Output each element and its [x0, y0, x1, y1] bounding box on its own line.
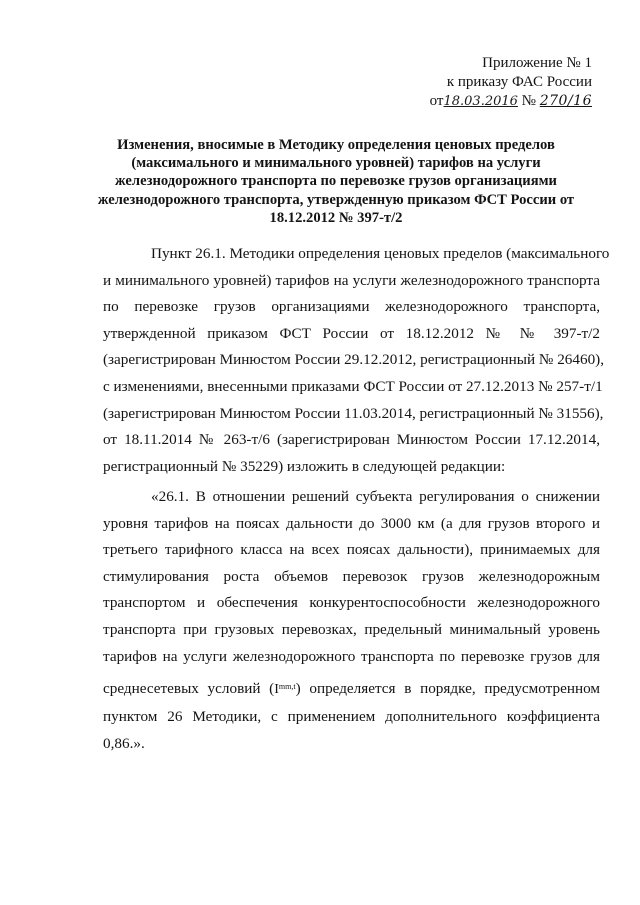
text-line: 0,86.».: [103, 734, 145, 752]
text-line: и минимального уровней) тарифов на услуги железнодорожного транспорта: [103, 271, 600, 289]
handwritten-date: 18.03.2016: [443, 94, 518, 109]
text-line: транспорта при грузовых перевозках, предельный минимальный уровень: [103, 620, 600, 638]
annex-order-ref: к приказу ФАС России: [446, 74, 592, 90]
text-line: пунктом 26 Методики, с применением дополнительного коэффициента: [103, 708, 600, 726]
formula-trail-text: ) определяется в порядке, предусмотренном: [295, 680, 600, 698]
paragraph-2: [103, 484, 600, 757]
title-line: 18.12.2012 № 397-т/2: [269, 209, 403, 226]
handwritten-number: 270/16: [539, 93, 592, 109]
formula-main: I: [274, 682, 279, 698]
document-title: [70, 136, 602, 227]
text-line: тарифов на услуги железнодорожного транспорта по перевозке грузов для: [103, 647, 600, 665]
text-line: уровня тарифов на поясах дальности до 3000 км (а для грузов второго и: [103, 514, 600, 532]
text-line: по перевозке грузов организациями железнодорожного транспорта,: [103, 298, 600, 316]
paragraph-1: [103, 241, 610, 480]
formula-lead-text: среднесетевых условий (: [103, 680, 275, 698]
text-line: Пункт 26.1. Методики определения ценовых пределов (максимального: [151, 245, 610, 262]
title-line: железнодорожного транспорта по перевозке грузов организациями: [115, 173, 557, 190]
text-line-with-formula: [103, 670, 600, 704]
formula-subscript: mm,t: [278, 682, 296, 692]
title-line: Изменения, вносимые в Методику определения ценовых пределов: [117, 137, 555, 153]
text-line: транспортом и обеспечения конкурентоспособности железнодорожного: [103, 594, 600, 612]
text-line: с изменениями, внесенными приказами ФСТ России от 27.12.2013 № 257-т/1: [103, 377, 603, 395]
formula-symbol: [274, 670, 295, 707]
date-prefix: от: [429, 93, 444, 109]
annex-header: [430, 54, 592, 111]
title-line: (максимального и минимального уровней) тарифов на услуги: [131, 155, 541, 172]
text-line: утвержденной приказом ФСТ России от 18.12.2012 № № 397-т/2: [103, 324, 600, 342]
text-line: регистрационный № 35229) изложить в следующей редакции:: [103, 457, 506, 475]
title-line: железнодорожного транспорта, утвержденную приказом ФСТ России от: [97, 191, 575, 208]
text-line: «26.1. В отношении решений субъекта регулирования о снижении: [151, 488, 600, 505]
text-line: третьего тарифного класса на всех поясах дальности), принимаемых для: [103, 541, 600, 559]
text-line: (зарегистрирован Минюстом России 29.12.2012, регистрационный № 26460),: [103, 351, 605, 369]
annex-title: Приложение № 1: [482, 55, 592, 71]
text-line: от 18.11.2014 № 263-т/6 (зарегистрирован Минюстом России 17.12.2014,: [103, 431, 600, 449]
number-prefix: №: [521, 93, 536, 109]
text-line: стимулирования роста объемов перевозок грузов железнодорожным: [103, 567, 600, 585]
annex-date-number: [430, 92, 592, 111]
text-line: (зарегистрирован Минюстом России 11.03.2014, регистрационный № 31556),: [103, 404, 604, 422]
